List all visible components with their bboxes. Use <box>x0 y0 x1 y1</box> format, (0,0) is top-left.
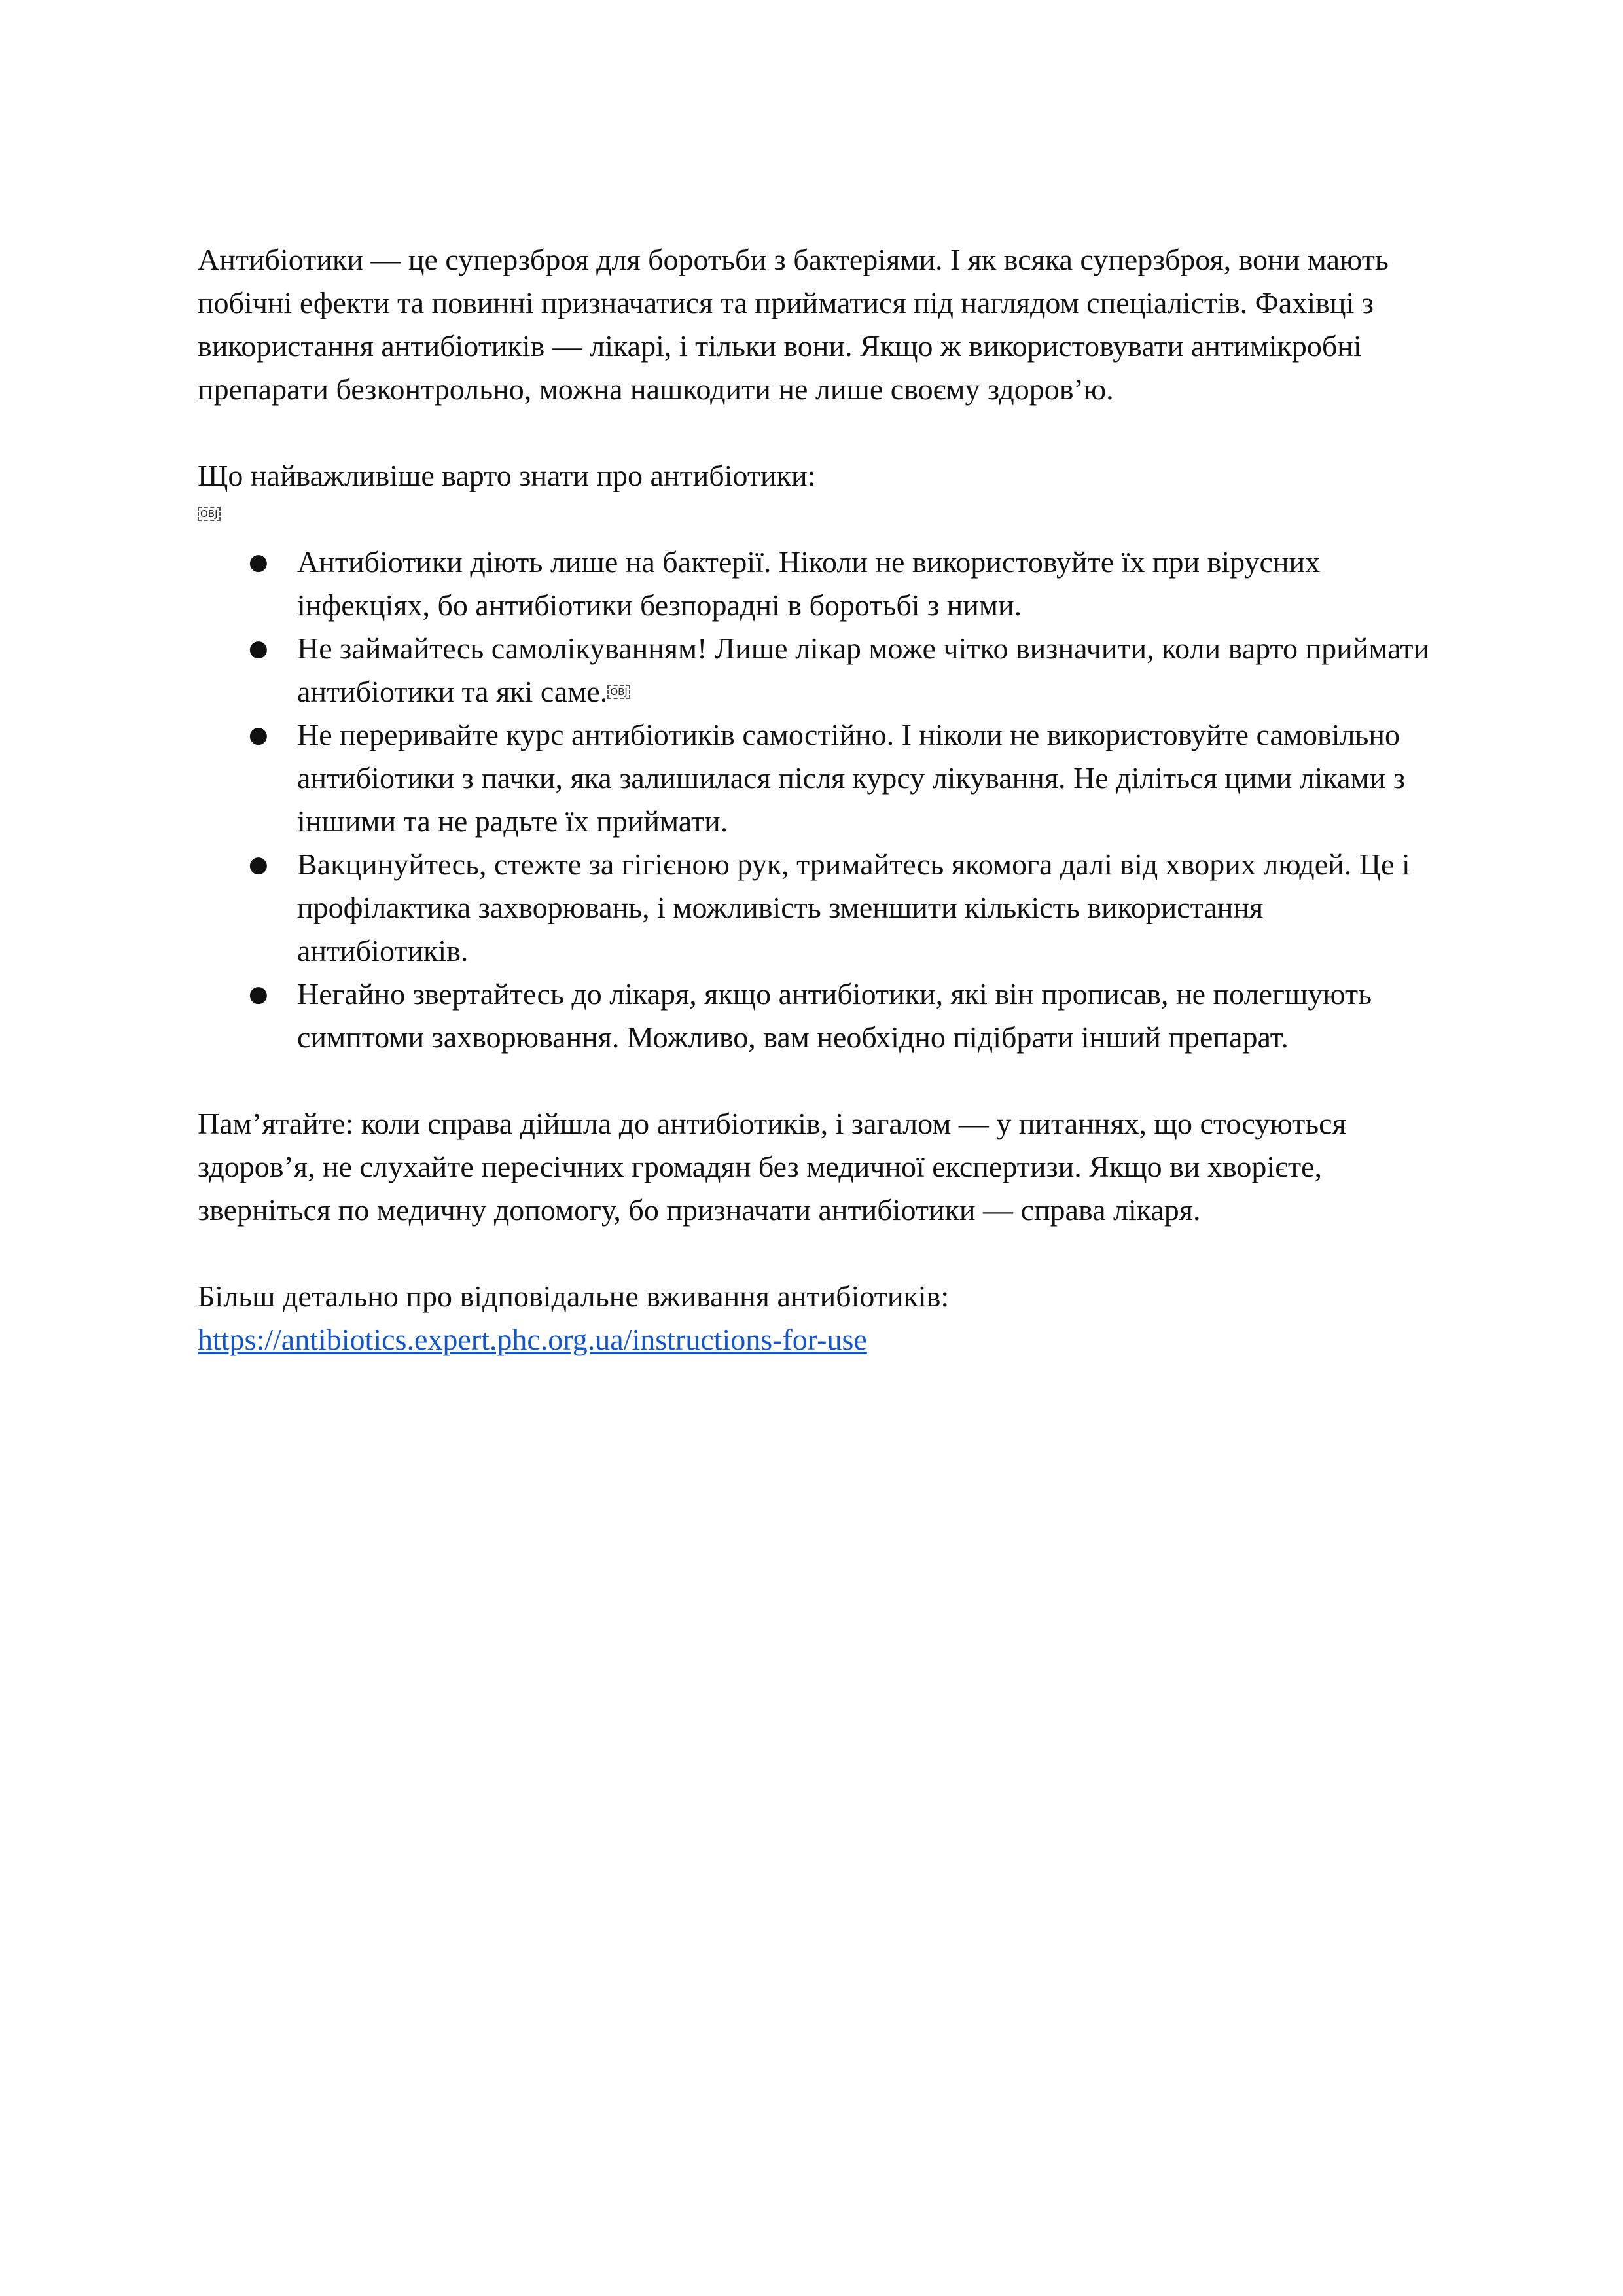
embedded-object-line <box>198 497 1441 541</box>
bullet-icon: ● <box>249 549 268 575</box>
list-item <box>198 843 1441 973</box>
instructions-link[interactable]: https://antibiotics.expert.phc.org.ua/instructions-for-use <box>198 1323 867 1356</box>
list-item <box>198 541 1441 627</box>
more-info-text: Більш детально про відповідальне вживання антибіотиків: <box>198 1280 950 1313</box>
tip-text: Вакцинуйтесь, стежте за гігієною рук, тримайтесь якомога далі від хворих людей. Це і профілактика захворювань, і можливість зменшити кількість використання антибіотиків. <box>297 848 1410 967</box>
list-item <box>198 973 1441 1059</box>
bullet-icon: ● <box>249 981 268 1007</box>
embedded-object-marker: OBJ <box>607 685 630 699</box>
bullet-icon: ● <box>249 636 268 662</box>
intro-paragraph: Антибіотики — це суперзброя для боротьби з бактеріями. І як всяка суперзброя, вони мають побічні ефекти та повинні призначатися та прийматися під наглядом спеціалістів. Фахівці з використання антибіотиків — лікарі, і тільки вони. Якщо ж використовувати антимікробні препарати безконтрольно, можна нашкодити не лише своєму здоров’ю. <box>198 243 1389 406</box>
document-body <box>198 238 1441 1361</box>
list-item <box>198 627 1441 713</box>
list-item <box>198 713 1441 843</box>
more-info-link-line <box>198 1318 1441 1361</box>
embedded-object-marker: OBJ <box>198 507 221 521</box>
list-heading: Що найважливіше варто знати про антибіотики: <box>198 459 816 492</box>
tip-text: Антибіотики діють лише на бактерії. Ніколи не використовуйте їх при вірусних інфекціях, бо антибіотики безпорадні в боротьбі з ними. <box>297 545 1321 622</box>
tips-list <box>198 541 1441 1059</box>
remember-paragraph: Пам’ятайте: коли справа дійшла до антибіотиків, і загалом — у питаннях, що стосуються здоров’я, не слухайте пересічних громадян без медичної експертизи. Якщо ви хворієте, зверніться по медичну допомогу, бо призначати антибіотики — справа лікаря. <box>198 1107 1346 1227</box>
tip-text: Негайно звертайтесь до лікаря, якщо антибіотики, які він прописав, не полегшують симптоми захворювання. Можливо, вам необхідно підібрати інший препарат. <box>297 977 1372 1054</box>
tip-text: Не займайтесь самолікуванням! Лише лікар може чітко визначити, коли варто приймати антибіотики та які саме. <box>297 632 1430 708</box>
tip-text: Не переривайте курс антибіотиків самостійно. І ніколи не використовуйте самовільно антибіотики з пачки, яка залишилася після курсу лікування. Не діліться цими ліками з іншими та не радьте їх приймати. <box>297 718 1405 838</box>
bullet-icon: ● <box>249 852 268 878</box>
bullet-icon: ● <box>249 722 268 748</box>
